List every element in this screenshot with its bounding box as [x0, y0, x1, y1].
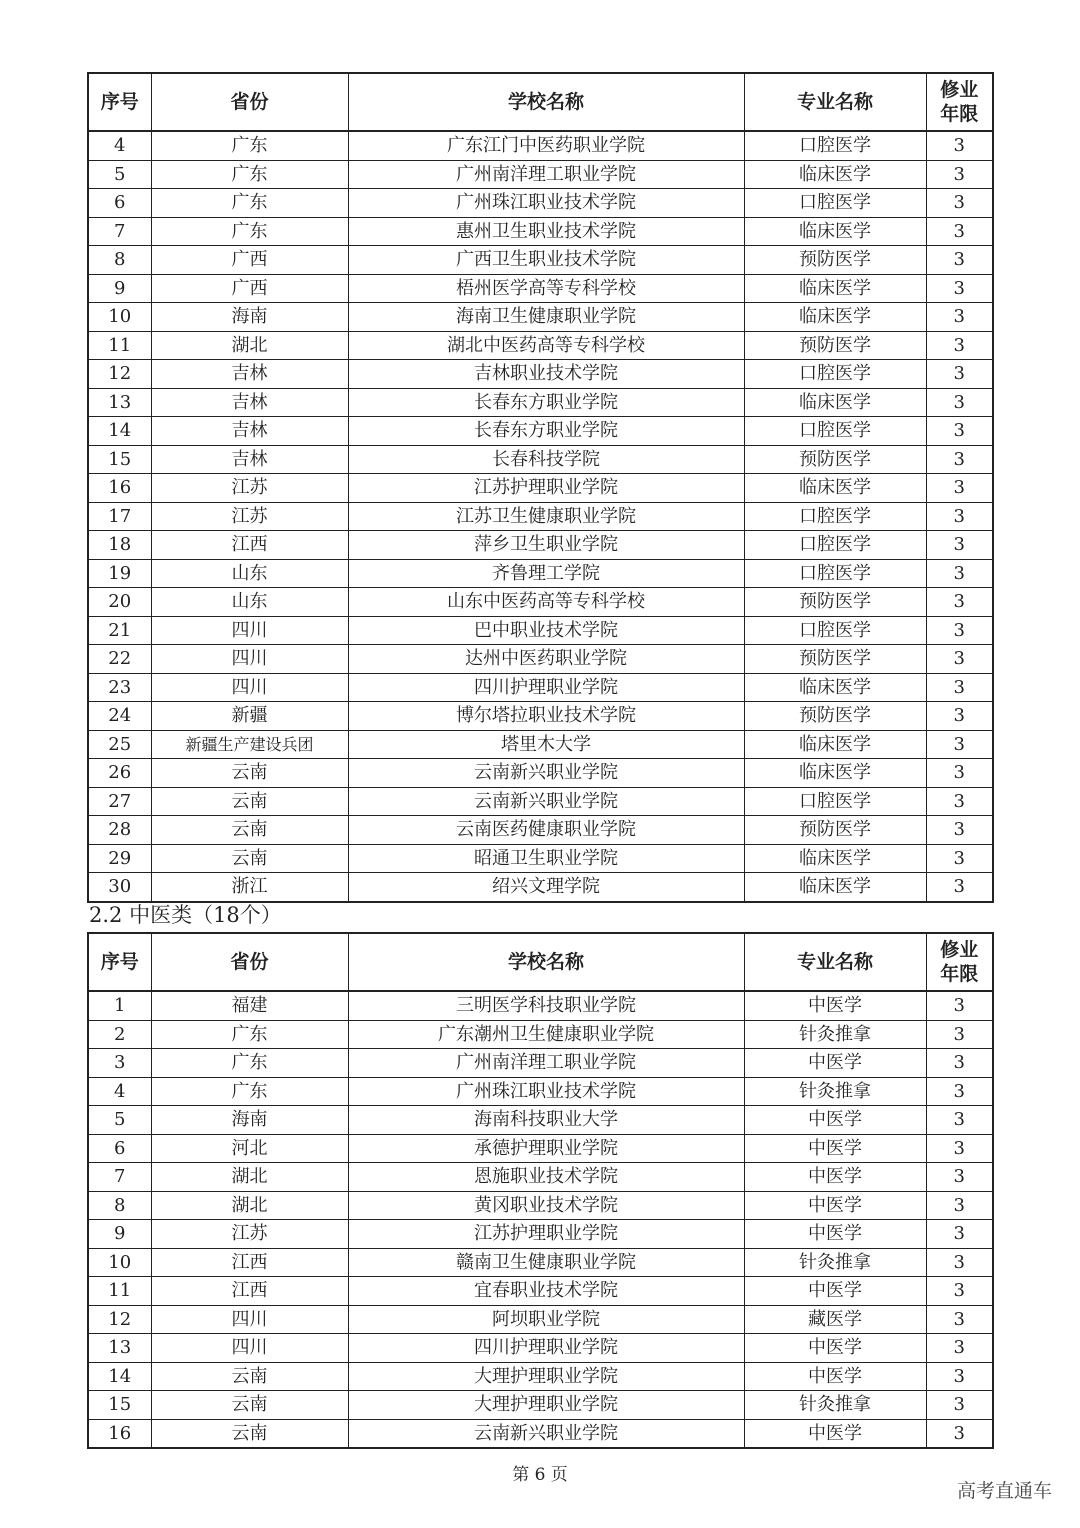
cell-index: 16 — [88, 1419, 151, 1448]
cell-province: 山东 — [151, 588, 348, 617]
cell-school: 承德护理职业学院 — [348, 1134, 744, 1163]
table-row — [88, 1077, 993, 1106]
cell-major: 中医学 — [744, 1277, 926, 1306]
table-row — [88, 246, 993, 275]
cell-years: 3 — [926, 1106, 993, 1135]
cell-major: 临床医学 — [744, 303, 926, 332]
cell-major: 中医学 — [744, 991, 926, 1020]
table-row — [88, 873, 993, 902]
cell-index: 26 — [88, 759, 151, 788]
cell-province: 四川 — [151, 645, 348, 674]
table-row — [88, 274, 993, 303]
cell-index: 6 — [88, 189, 151, 218]
cell-index: 12 — [88, 360, 151, 389]
table-row — [88, 844, 993, 873]
cell-years: 3 — [926, 1134, 993, 1163]
cell-index: 21 — [88, 616, 151, 645]
cell-province: 河北 — [151, 1134, 348, 1163]
cell-school: 达州中医药职业学院 — [348, 645, 744, 674]
cell-major: 中医学 — [744, 1419, 926, 1448]
cell-major: 预防医学 — [744, 331, 926, 360]
cell-years: 3 — [926, 844, 993, 873]
table-row — [88, 588, 993, 617]
cell-years: 3 — [926, 445, 993, 474]
cell-school: 广州南洋理工职业学院 — [348, 160, 744, 189]
cell-major: 口腔医学 — [744, 502, 926, 531]
table-row — [88, 991, 993, 1020]
cell-years: 3 — [926, 131, 993, 160]
cell-province: 新疆 — [151, 702, 348, 731]
table-row — [88, 502, 993, 531]
table-row — [88, 131, 993, 160]
cell-major: 针灸推拿 — [744, 1020, 926, 1049]
header-years-text: 修业年限 — [940, 939, 979, 985]
cell-years: 3 — [926, 787, 993, 816]
cell-province: 浙江 — [151, 873, 348, 902]
cell-school: 湖北中医药高等专科学校 — [348, 331, 744, 360]
header-years — [926, 933, 993, 991]
medical-schools-table — [87, 72, 994, 903]
cell-years: 3 — [926, 1020, 993, 1049]
cell-province: 云南 — [151, 816, 348, 845]
cell-years: 3 — [926, 616, 993, 645]
cell-school: 惠州卫生职业技术学院 — [348, 217, 744, 246]
cell-province: 吉林 — [151, 360, 348, 389]
cell-major: 预防医学 — [744, 588, 926, 617]
cell-major: 针灸推拿 — [744, 1248, 926, 1277]
cell-major: 临床医学 — [744, 388, 926, 417]
table-row — [88, 360, 993, 389]
cell-province: 吉林 — [151, 445, 348, 474]
cell-province: 江苏 — [151, 1220, 348, 1249]
cell-major: 口腔医学 — [744, 189, 926, 218]
cell-major: 口腔医学 — [744, 531, 926, 560]
cell-major: 临床医学 — [744, 474, 926, 503]
cell-major: 临床医学 — [744, 759, 926, 788]
cell-major: 预防医学 — [744, 816, 926, 845]
cell-major: 临床医学 — [744, 274, 926, 303]
cell-school: 博尔塔拉职业技术学院 — [348, 702, 744, 731]
cell-index: 2 — [88, 1020, 151, 1049]
table-row — [88, 1334, 993, 1363]
cell-school: 广西卫生职业技术学院 — [348, 246, 744, 275]
cell-index: 15 — [88, 445, 151, 474]
cell-index: 19 — [88, 559, 151, 588]
cell-index: 15 — [88, 1391, 151, 1420]
cell-province: 广东 — [151, 1049, 348, 1078]
cell-major: 预防医学 — [744, 645, 926, 674]
cell-years: 3 — [926, 531, 993, 560]
cell-major: 预防医学 — [744, 702, 926, 731]
table-row — [88, 616, 993, 645]
table-row — [88, 445, 993, 474]
cell-province: 湖北 — [151, 1191, 348, 1220]
cell-school: 海南卫生健康职业学院 — [348, 303, 744, 332]
header-index: 序号 — [88, 73, 151, 131]
cell-school: 云南新兴职业学院 — [348, 1419, 744, 1448]
cell-years: 3 — [926, 559, 993, 588]
cell-years: 3 — [926, 991, 993, 1020]
cell-index: 25 — [88, 730, 151, 759]
cell-province: 云南 — [151, 787, 348, 816]
cell-school: 绍兴文理学院 — [348, 873, 744, 902]
cell-province: 海南 — [151, 303, 348, 332]
cell-major: 口腔医学 — [744, 360, 926, 389]
cell-major: 临床医学 — [744, 160, 926, 189]
cell-major: 临床医学 — [744, 873, 926, 902]
cell-years: 3 — [926, 474, 993, 503]
cell-years: 3 — [926, 331, 993, 360]
cell-school: 海南科技职业大学 — [348, 1106, 744, 1135]
cell-major: 临床医学 — [744, 673, 926, 702]
cell-index: 13 — [88, 388, 151, 417]
table-header-row — [88, 73, 993, 131]
table-row — [88, 702, 993, 731]
cell-years: 3 — [926, 217, 993, 246]
cell-province: 湖北 — [151, 1163, 348, 1192]
cell-major: 临床医学 — [744, 844, 926, 873]
cell-years: 3 — [926, 160, 993, 189]
header-index: 序号 — [88, 933, 151, 991]
cell-years: 3 — [926, 588, 993, 617]
cell-index: 18 — [88, 531, 151, 560]
cell-school: 江苏护理职业学院 — [348, 474, 744, 503]
cell-school: 宜春职业技术学院 — [348, 1277, 744, 1306]
cell-index: 22 — [88, 645, 151, 674]
cell-years: 3 — [926, 1391, 993, 1420]
cell-years: 3 — [926, 388, 993, 417]
cell-index: 27 — [88, 787, 151, 816]
cell-years: 3 — [926, 645, 993, 674]
cell-major: 针灸推拿 — [744, 1077, 926, 1106]
cell-school: 云南新兴职业学院 — [348, 759, 744, 788]
cell-years: 3 — [926, 1049, 993, 1078]
cell-province: 四川 — [151, 1305, 348, 1334]
cell-province: 江西 — [151, 1248, 348, 1277]
table-row — [88, 1277, 993, 1306]
table-row — [88, 331, 993, 360]
cell-province: 云南 — [151, 1391, 348, 1420]
table-row — [88, 1134, 993, 1163]
table-row — [88, 559, 993, 588]
cell-years: 3 — [926, 417, 993, 446]
cell-major: 口腔医学 — [744, 131, 926, 160]
cell-school: 吉林职业技术学院 — [348, 360, 744, 389]
cell-school: 四川护理职业学院 — [348, 1334, 744, 1363]
cell-province: 广西 — [151, 246, 348, 275]
cell-years: 3 — [926, 1191, 993, 1220]
cell-index: 20 — [88, 588, 151, 617]
cell-school: 江苏护理职业学院 — [348, 1220, 744, 1249]
table-header-row — [88, 933, 993, 991]
cell-province: 四川 — [151, 673, 348, 702]
cell-school: 江苏卫生健康职业学院 — [348, 502, 744, 531]
cell-index: 9 — [88, 274, 151, 303]
table-row — [88, 1163, 993, 1192]
cell-years: 3 — [926, 303, 993, 332]
cell-major: 中医学 — [744, 1191, 926, 1220]
cell-school: 四川护理职业学院 — [348, 673, 744, 702]
cell-school: 广州珠江职业技术学院 — [348, 1077, 744, 1106]
table-row — [88, 1049, 993, 1078]
cell-school: 广东潮州卫生健康职业学院 — [348, 1020, 744, 1049]
cell-index: 28 — [88, 816, 151, 845]
header-school: 学校名称 — [348, 933, 744, 991]
header-years-text: 修业年限 — [940, 79, 979, 125]
cell-province: 云南 — [151, 844, 348, 873]
cell-major: 中医学 — [744, 1163, 926, 1192]
table-row — [88, 531, 993, 560]
cell-index: 1 — [88, 991, 151, 1020]
cell-index: 10 — [88, 1248, 151, 1277]
cell-school: 塔里木大学 — [348, 730, 744, 759]
cell-index: 3 — [88, 1049, 151, 1078]
cell-province: 广西 — [151, 274, 348, 303]
cell-major: 中医学 — [744, 1362, 926, 1391]
cell-index: 12 — [88, 1305, 151, 1334]
table-row — [88, 1419, 993, 1448]
cell-province: 湖北 — [151, 331, 348, 360]
cell-province: 广东 — [151, 1020, 348, 1049]
cell-major: 中医学 — [744, 1049, 926, 1078]
cell-index: 10 — [88, 303, 151, 332]
cell-major: 中医学 — [744, 1220, 926, 1249]
cell-province: 广东 — [151, 160, 348, 189]
cell-years: 3 — [926, 1077, 993, 1106]
cell-major: 中医学 — [744, 1106, 926, 1135]
cell-province: 江西 — [151, 1277, 348, 1306]
cell-years: 3 — [926, 274, 993, 303]
table-row — [88, 1248, 993, 1277]
cell-major: 临床医学 — [744, 730, 926, 759]
cell-index: 6 — [88, 1134, 151, 1163]
table-row — [88, 303, 993, 332]
cell-years: 3 — [926, 1220, 993, 1249]
cell-index: 8 — [88, 1191, 151, 1220]
cell-province: 海南 — [151, 1106, 348, 1135]
cell-school: 齐鲁理工学院 — [348, 559, 744, 588]
cell-years: 3 — [926, 502, 993, 531]
header-province: 省份 — [151, 73, 348, 131]
cell-index: 7 — [88, 1163, 151, 1192]
cell-years: 3 — [926, 873, 993, 902]
cell-years: 3 — [926, 1334, 993, 1363]
table-row — [88, 1305, 993, 1334]
cell-years: 3 — [926, 189, 993, 218]
cell-school: 长春科技学院 — [348, 445, 744, 474]
table-row — [88, 759, 993, 788]
cell-index: 5 — [88, 1106, 151, 1135]
cell-province: 四川 — [151, 616, 348, 645]
cell-major: 预防医学 — [744, 246, 926, 275]
cell-province: 广东 — [151, 189, 348, 218]
header-school: 学校名称 — [348, 73, 744, 131]
cell-index: 11 — [88, 1277, 151, 1306]
cell-province: 江西 — [151, 531, 348, 560]
cell-index: 23 — [88, 673, 151, 702]
cell-school: 山东中医药高等专科学校 — [348, 588, 744, 617]
cell-years: 3 — [926, 702, 993, 731]
cell-index: 5 — [88, 160, 151, 189]
cell-school: 大理护理职业学院 — [348, 1362, 744, 1391]
table-row — [88, 417, 993, 446]
cell-years: 3 — [926, 730, 993, 759]
cell-school: 大理护理职业学院 — [348, 1391, 744, 1420]
table-row — [88, 673, 993, 702]
table-row — [88, 730, 993, 759]
cell-school: 萍乡卫生职业学院 — [348, 531, 744, 560]
cell-province: 福建 — [151, 991, 348, 1020]
cell-province: 云南 — [151, 1362, 348, 1391]
cell-years: 3 — [926, 1419, 993, 1448]
table-row — [88, 1220, 993, 1249]
cell-province: 吉林 — [151, 417, 348, 446]
cell-school: 恩施职业技术学院 — [348, 1163, 744, 1192]
cell-years: 3 — [926, 1277, 993, 1306]
cell-province: 山东 — [151, 559, 348, 588]
table-row — [88, 645, 993, 674]
table-row — [88, 217, 993, 246]
cell-major: 中医学 — [744, 1134, 926, 1163]
cell-index: 4 — [88, 1077, 151, 1106]
cell-province: 江苏 — [151, 502, 348, 531]
cell-index: 17 — [88, 502, 151, 531]
table-row — [88, 1020, 993, 1049]
cell-school: 长春东方职业学院 — [348, 388, 744, 417]
table-row — [88, 189, 993, 218]
cell-years: 3 — [926, 246, 993, 275]
cell-index: 9 — [88, 1220, 151, 1249]
header-years — [926, 73, 993, 131]
cell-province: 云南 — [151, 1419, 348, 1448]
table-row — [88, 1106, 993, 1135]
header-major: 专业名称 — [744, 933, 926, 991]
cell-years: 3 — [926, 360, 993, 389]
cell-index: 30 — [88, 873, 151, 902]
cell-index: 4 — [88, 131, 151, 160]
cell-school: 巴中职业技术学院 — [348, 616, 744, 645]
cell-province: 吉林 — [151, 388, 348, 417]
section-title: 2.2 中医类（18个） — [89, 903, 282, 927]
table-row — [88, 388, 993, 417]
cell-years: 3 — [926, 759, 993, 788]
header-major: 专业名称 — [744, 73, 926, 131]
cell-major: 口腔医学 — [744, 787, 926, 816]
cell-index: 11 — [88, 331, 151, 360]
cell-years: 3 — [926, 816, 993, 845]
cell-years: 3 — [926, 1362, 993, 1391]
table-row — [88, 816, 993, 845]
cell-index: 8 — [88, 246, 151, 275]
cell-school: 云南新兴职业学院 — [348, 787, 744, 816]
cell-index: 16 — [88, 474, 151, 503]
tcm-schools-table — [87, 932, 994, 1449]
cell-years: 3 — [926, 673, 993, 702]
cell-province: 广东 — [151, 217, 348, 246]
cell-school: 长春东方职业学院 — [348, 417, 744, 446]
table-row — [88, 1362, 993, 1391]
cell-school: 广州南洋理工职业学院 — [348, 1049, 744, 1078]
cell-province: 新疆生产建设兵团 — [151, 730, 348, 759]
cell-major: 口腔医学 — [744, 616, 926, 645]
cell-major: 预防医学 — [744, 445, 926, 474]
table-row — [88, 787, 993, 816]
cell-school: 黄冈职业技术学院 — [348, 1191, 744, 1220]
cell-index: 14 — [88, 1362, 151, 1391]
cell-index: 7 — [88, 217, 151, 246]
watermark: 高考直通车 — [956, 1480, 1052, 1502]
cell-index: 14 — [88, 417, 151, 446]
cell-major: 口腔医学 — [744, 417, 926, 446]
cell-major: 针灸推拿 — [744, 1391, 926, 1420]
cell-years: 3 — [926, 1248, 993, 1277]
cell-school: 阿坝职业学院 — [348, 1305, 744, 1334]
cell-school: 梧州医学高等专科学校 — [348, 274, 744, 303]
cell-major: 中医学 — [744, 1334, 926, 1363]
cell-province: 广东 — [151, 131, 348, 160]
cell-index: 13 — [88, 1334, 151, 1363]
table-row — [88, 1191, 993, 1220]
cell-school: 三明医学科技职业学院 — [348, 991, 744, 1020]
cell-index: 24 — [88, 702, 151, 731]
cell-major: 临床医学 — [744, 217, 926, 246]
cell-major: 口腔医学 — [744, 559, 926, 588]
cell-province: 广东 — [151, 1077, 348, 1106]
cell-years: 3 — [926, 1163, 993, 1192]
cell-school: 云南医药健康职业学院 — [348, 816, 744, 845]
cell-index: 29 — [88, 844, 151, 873]
cell-school: 昭通卫生职业学院 — [348, 844, 744, 873]
page-number: 第 6 页 — [512, 1465, 568, 1485]
table-row — [88, 160, 993, 189]
cell-province: 云南 — [151, 759, 348, 788]
cell-school: 赣南卫生健康职业学院 — [348, 1248, 744, 1277]
cell-province: 四川 — [151, 1334, 348, 1363]
table-row — [88, 474, 993, 503]
cell-province: 江苏 — [151, 474, 348, 503]
cell-school: 广州珠江职业技术学院 — [348, 189, 744, 218]
cell-years: 3 — [926, 1305, 993, 1334]
table-row — [88, 1391, 993, 1420]
cell-school: 广东江门中医药职业学院 — [348, 131, 744, 160]
header-province: 省份 — [151, 933, 348, 991]
cell-major: 藏医学 — [744, 1305, 926, 1334]
